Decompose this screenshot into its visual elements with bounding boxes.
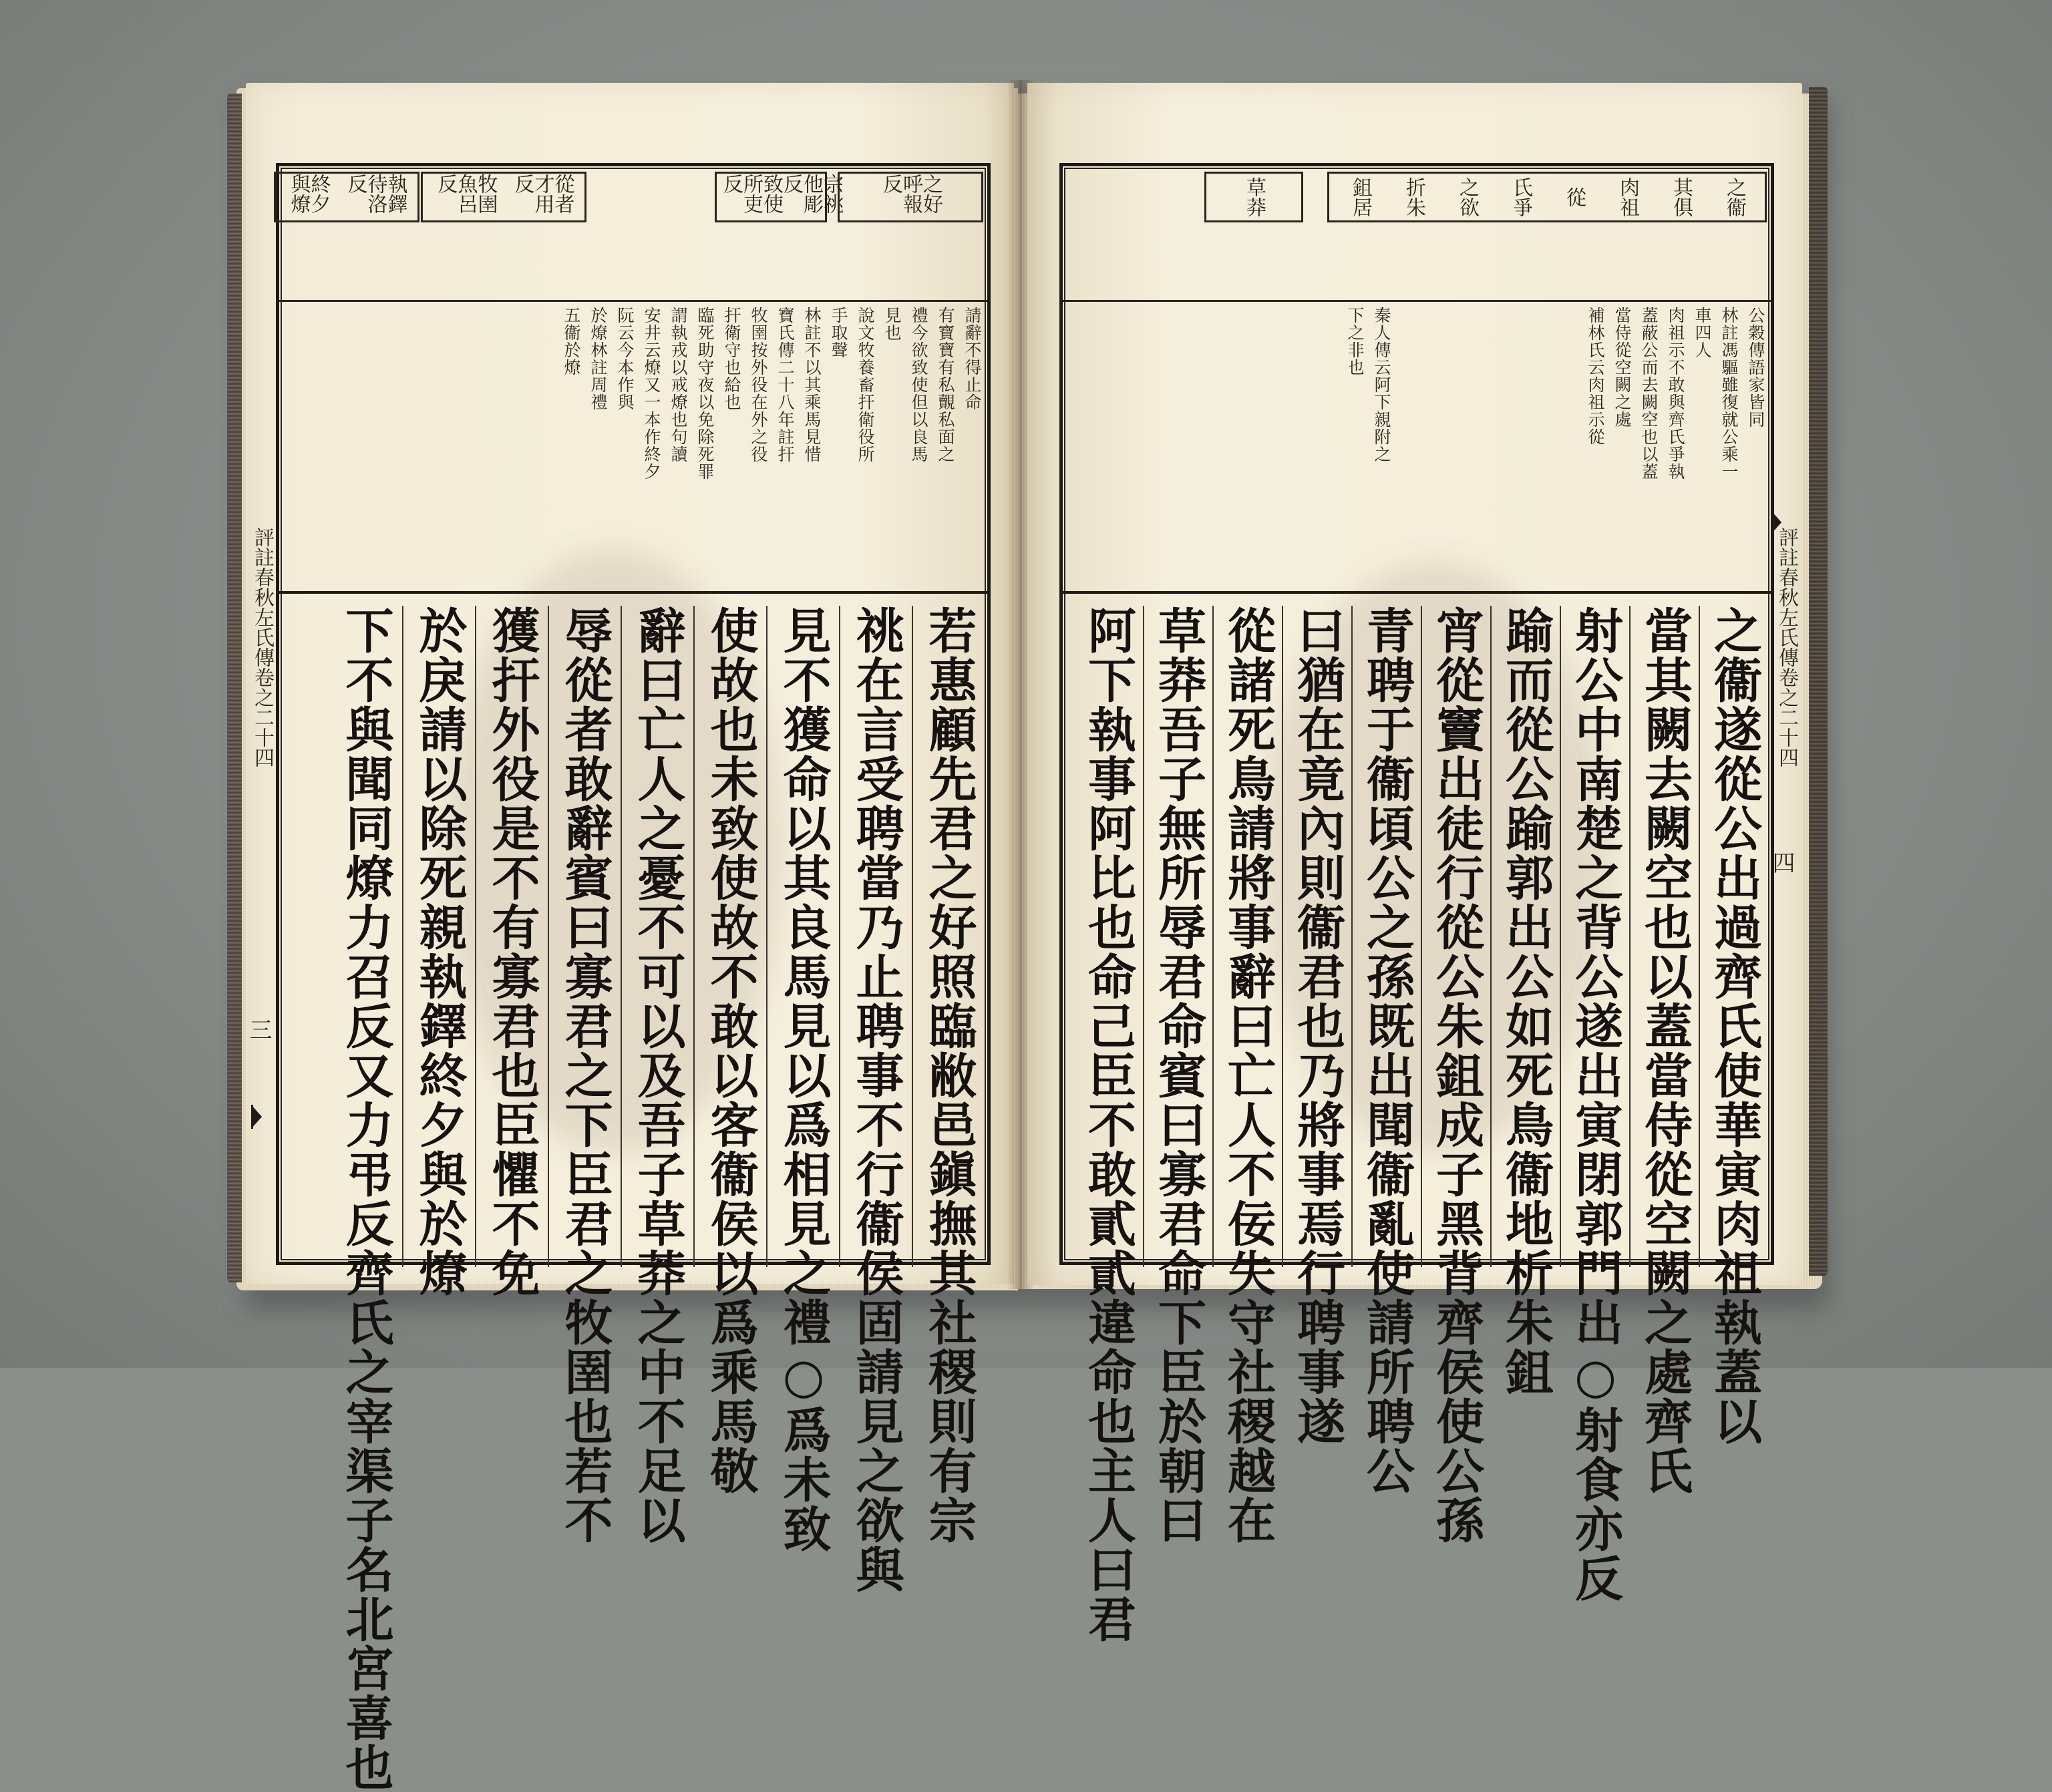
header-note: 執鐸待洛反 [343,174,407,214]
left-header-band [279,166,987,302]
main-column [1282,606,1351,1446]
main-column [1629,606,1699,1495]
header-note: 其俱 [1669,177,1693,217]
right-page [1027,83,1802,1644]
commentary-column: 扞衛守也給也 [722,307,741,411]
main-column [766,606,839,1554]
main-column-text: 從諸死鳥請將事辭曰亡人不佞失守社稷越在 [1220,606,1276,1545]
commentary-column: 牧圉按外役在外之役 [749,307,768,463]
header-note: 牧圉魚呂反 [434,174,498,214]
main-column-text: 使故也未致使故不敢以客衞侯以爲乘馬敬 [702,606,759,1495]
commentary-column: 林註馮驅雖復就公乘一 [1719,307,1739,480]
commentary-column: 寶氏傳二十八年註扞 [776,307,795,463]
commentary-column: 林註不以其乘馬見惜 [802,307,822,463]
right-edge-title: 評註春秋左氏傳卷之二十四 [1775,527,1798,767]
main-column [912,606,985,1545]
main-column [1073,606,1143,1644]
header-note: 折朱 [1402,177,1425,217]
right-header-box-2 [1204,172,1303,222]
right-print-frame [1059,163,1774,1644]
commentary-column: 車四人 [1693,307,1712,359]
main-column-text: 辭曰亡人之憂不可以及吾子草莽之中不足以 [629,606,687,1545]
main-column-text: 宵從竇出徒行從公朱鉏成子黑背齊侯使公孫 [1428,606,1485,1545]
header-note: 從者才用反 [510,174,574,214]
main-column-text: 草莽吾子無所辱君命賓曰寡君命下臣於朝曰 [1150,606,1207,1545]
header-note: 終夕與燎 [287,174,331,214]
header-note: 肉祖 [1616,177,1639,217]
main-column [1351,606,1421,1495]
commentary-column: 謂執戎以戒燎也句讀 [669,307,688,463]
commentary-column: 於燎林註周禮 [588,307,608,411]
header-note: 從 [1562,187,1586,207]
header-note: 宗祧他彫反 [780,174,843,214]
main-column [548,606,621,1545]
header-note: 之欲 [1456,177,1479,217]
main-column-text: 射公中南楚之背公遂出寅閉郭門出○射食亦反 [1567,606,1624,1603]
commentary-column: 阮云今本作與 [615,307,635,411]
right-fore-edge [1809,87,1828,1276]
main-column-text: 若惠顧先君之好照臨敝邑鎭撫其社稷則有宗 [920,606,978,1545]
commentary-column: 當侍從空闕之處 [1612,307,1632,428]
main-column-text: 於戾請以除死親執鐸終夕與於燎 [411,606,468,1298]
commentary-column: 有寶寶有私覿私面之 [936,307,955,463]
open-book [232,73,1822,1792]
commentary-column: 禮今欲致使但以良馬 [909,307,928,463]
main-column-text: 曰猶在竟內則衞君也乃將事焉行聘事遂 [1289,606,1346,1446]
commentary-column: 說文牧養畜扞衛役所 [856,307,875,463]
commentary-column: 手取聲 [829,307,848,359]
left-page-number: 三 [245,1018,272,1041]
header-note: 鉏居 [1349,177,1372,217]
left-fore-edge [227,94,242,1282]
right-header-band [1063,166,1771,302]
left-print-frame [276,163,991,1792]
main-column [475,606,548,1298]
header-note: 之好呼報反 [879,174,943,214]
main-column [1560,606,1629,1603]
main-column [329,606,402,1792]
left-header-box-2 [715,172,843,222]
commentary-column: 五衞於燎 [562,307,581,376]
main-column [1143,606,1212,1545]
commentary-column: 蓋蔽公而去闕空也以蓋 [1639,307,1659,480]
main-column-text: 阿下執事阿比也命己臣不敢貳貳違命也主人曰君 [1080,606,1137,1644]
main-column [1212,606,1282,1545]
main-column [839,606,912,1594]
main-column-text: 祧在言受聘當乃止聘事不行衞侯固請見之欲與 [848,606,905,1594]
commentary-column: 補林氏云肉祖示從 [1586,307,1605,445]
left-header-box-1 [838,172,983,222]
commentary-column: 臨死助守夜以免除死罪 [695,307,715,480]
right-page-number: 四 [1768,851,1795,874]
header-note: 氏爭 [1509,177,1532,217]
main-column-text: 踰而從公踰郭出公如死鳥衞地析朱鉏 [1498,606,1554,1397]
main-column [693,606,766,1495]
left-header-box-4 [274,172,419,222]
commentary-column: 公穀傳語家皆同 [1746,307,1765,428]
right-main-text [1063,596,1771,1644]
header-note: 致使所吏反 [719,174,783,214]
commentary-column: 請辭不得止命 [963,307,982,411]
main-column-text: 青聘于衞頃公之孫既出聞衞亂使請所聘公 [1359,606,1415,1495]
left-fishtail-mark [251,1105,273,1129]
left-page [245,83,1014,1792]
main-column [402,606,475,1298]
commentary-column: 見也 [882,307,902,341]
commentary-column: 安井云燎又一本作終夕 [642,307,661,480]
main-column-text: 辱從者敢辭賓曰寡君之下臣君之牧圉也若不 [556,606,614,1545]
main-column [1490,606,1560,1397]
main-column [1421,606,1490,1545]
main-column-text: 見不獲命以其良馬見以爲相見之禮○爲未致 [775,606,832,1554]
main-column-text: 之衞遂從公出過齊氏使華寅肉祖執蓋以 [1706,606,1763,1446]
commentary-column: 下之非也 [1345,307,1365,376]
main-column [621,606,693,1545]
main-column-text: 獲扞外役是不有寡君也臣懼不免 [484,606,541,1298]
main-column-text: 當其闕去闕空也以蓋當侍從空闕之處齊氏 [1637,606,1693,1495]
header-note: 草莽 [1242,177,1266,217]
right-header-box-1 [1327,172,1767,222]
left-header-box-3 [421,172,586,222]
commentary-column: 秦人傳云阿下親附之 [1372,307,1391,463]
left-edge-title: 評註春秋左氏傳卷之二十四 [250,527,274,767]
left-commentary [279,300,987,594]
right-commentary [1063,300,1771,594]
main-column-text: 下不與聞同燎力召反又力弔反齊氏之宰渠子名北宮喜也 [337,606,395,1792]
header-note: 之衞 [1723,177,1746,217]
commentary-column: 肉祖示不敢與齊氏爭執 [1666,307,1685,480]
main-column [1699,606,1768,1446]
left-main-text [279,596,987,1792]
